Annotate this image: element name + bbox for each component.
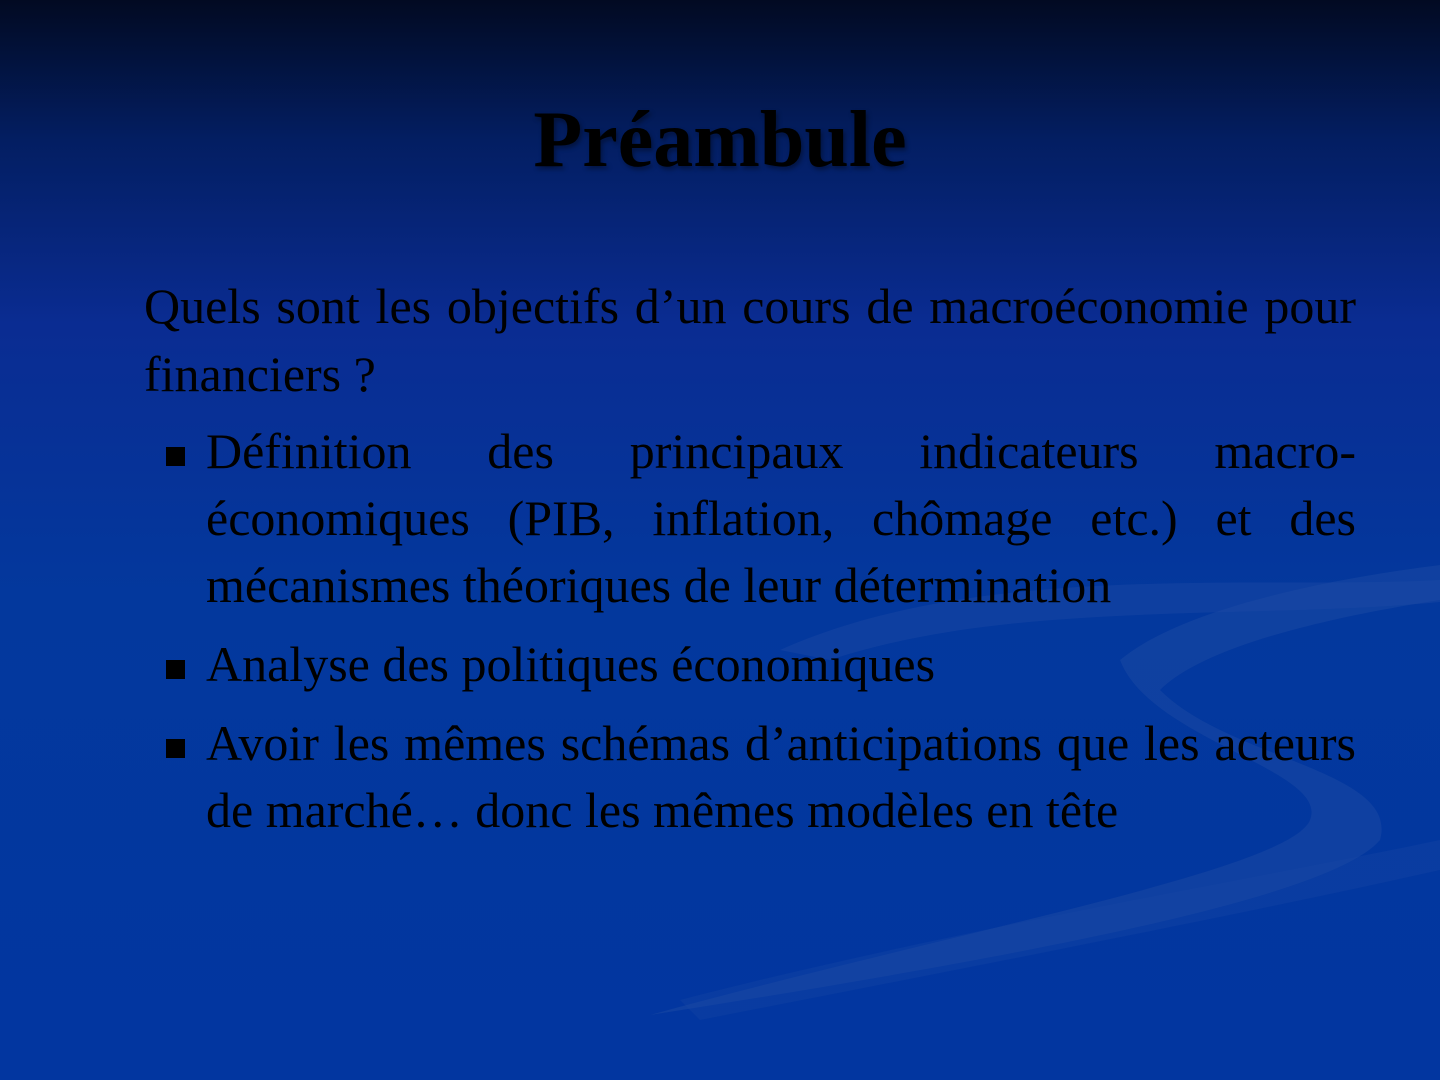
square-bullet-icon — [166, 739, 185, 758]
slide-title: Préambule — [533, 96, 907, 184]
bullet-item — [144, 418, 1356, 619]
bullet-item — [144, 631, 1356, 698]
square-bullet-icon — [166, 447, 185, 466]
intro-text: Quels sont les objectifs d’un cours de macroéconomie pour financiers ? — [144, 278, 1356, 402]
bullet-text: Définition des principaux indicateurs macro-économiques (PIB, inflation, chômage etc.) et des mécanismes théoriques de leur détermination — [206, 423, 1356, 613]
square-bullet-icon — [166, 660, 185, 679]
bullet-text: Avoir les mêmes schémas d’anticipations que les acteurs de marché… donc les mêmes modèles en tête — [206, 715, 1356, 838]
bullet-item — [144, 710, 1356, 844]
bullet-text: Analyse des politiques économiques — [206, 636, 936, 692]
slide-body — [144, 272, 1356, 856]
